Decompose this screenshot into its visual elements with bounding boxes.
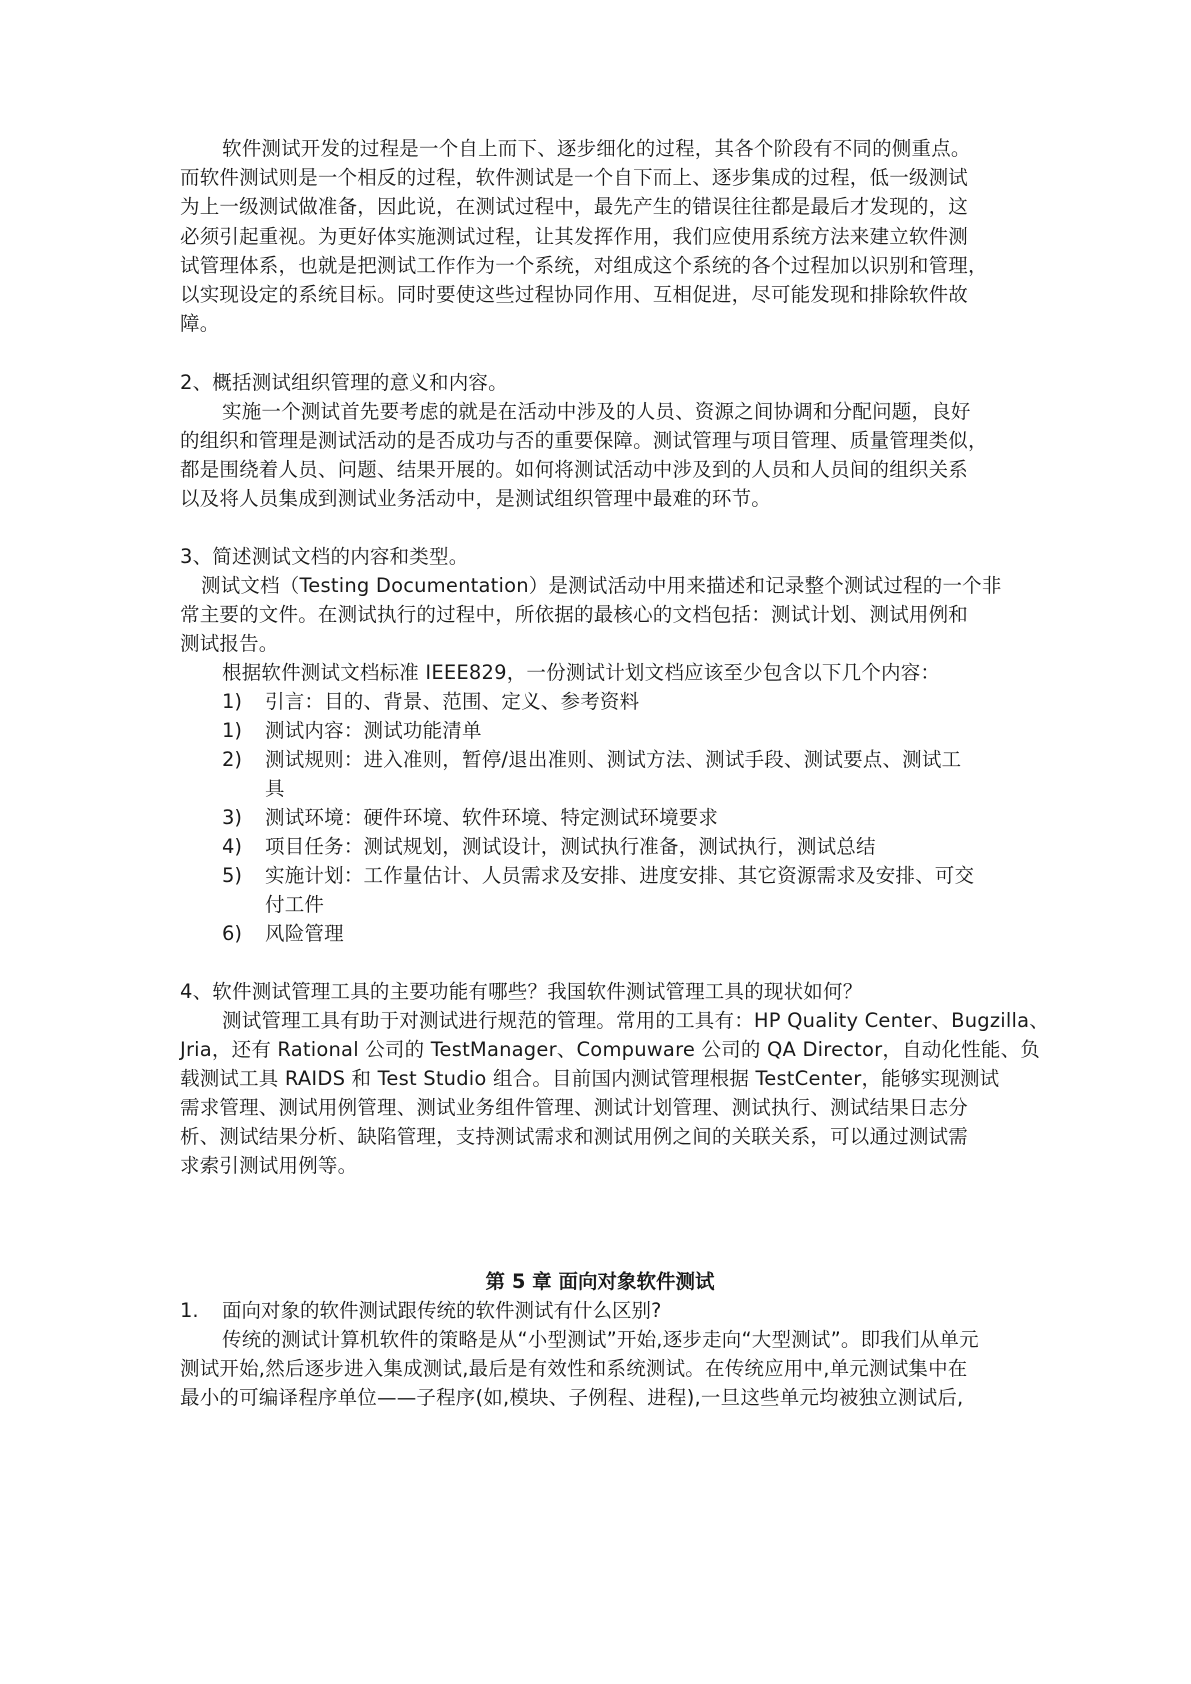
paragraph-line: Jria，还有 Rational 公司的 TestManager、Compuware 公司的 QA Director，自动化性能、负 (180, 1038, 1040, 1061)
list-item-number: 1) (222, 719, 243, 742)
paragraph-line: 以及将人员集成到测试业务活动中，是测试组织管理中最难的环节。 (180, 487, 772, 510)
paragraph-line: 常主要的文件。在测试执行的过程中，所依据的最核心的文档包括：测试计划、测试用例和 (180, 603, 969, 626)
list-item: 测试规则：进入准则，暂停/退出准则、测试方法、测试手段、测试要点、测试工 (265, 748, 962, 771)
list-item-continuation: 付工件 (265, 893, 325, 916)
paragraph-line: 根据软件测试文档标准 IEEE829，一份测试计划文档应该至少包含以下几个内容： (222, 661, 941, 684)
paragraph-line: 测试管理工具有助于对测试进行规范的管理。常用的工具有：HP Quality Center、Bugzilla、 (222, 1009, 1049, 1032)
paragraph-line: 析、测试结果分析、缺陷管理，支持测试需求和测试用例之间的关联关系，可以通过测试需 (180, 1125, 969, 1148)
paragraph-line: 以实现设定的系统目标。同时要使这些过程协同作用、互相促进，尽可能发现和排除软件故 (180, 283, 969, 306)
paragraph-line: 实施一个测试首先要考虑的就是在活动中涉及的人员、资源之间协调和分配问题，良好 (222, 400, 971, 423)
chapter-title: 第 5 章 面向对象软件测试 (485, 1270, 715, 1293)
paragraph-line: 软件测试开发的过程是一个自上而下、逐步细化的过程，其各个阶段有不同的侧重点。 (222, 137, 971, 160)
document-page (180, 0, 1049, 1684)
question-number: 1. (180, 1299, 199, 1322)
list-item: 引言：目的、背景、范围、定义、参考资料 (265, 690, 640, 713)
paragraph-line: 需求管理、测试用例管理、测试业务组件管理、测试计划管理、测试执行、测试结果日志分 (180, 1096, 969, 1119)
paragraph-line: 测试开始,然后逐步进入集成测试,最后是有效性和系统测试。在传统应用中,单元测试集中在 (180, 1357, 968, 1380)
paragraph-line: 必须引起重视。为更好体实施测试过程，让其发挥作用，我们应使用系统方法来建立软件测 (180, 225, 969, 248)
paragraph-line: 最小的可编译程序单位——子程序(如,模块、子例程、进程),一旦这些单元均被独立测试后, (180, 1386, 964, 1409)
list-item: 测试环境：硬件环境、软件环境、特定测试环境要求 (265, 806, 719, 829)
list-item-number: 3) (222, 806, 243, 829)
paragraph-line: 测试报告。 (180, 632, 279, 655)
paragraph-line: 障。 (180, 312, 220, 335)
paragraph-line: 测试文档（Testing Documentation）是测试活动中用来描述和记录整个测试过程的一个非 (201, 574, 1002, 597)
paragraph-line: 的组织和管理是测试活动的是否成功与否的重要保障。测试管理与项目管理、质量管理类似， (180, 429, 988, 452)
list-item-number: 6) (222, 922, 243, 945)
list-item-continuation: 具 (265, 777, 285, 800)
question-heading: 3、简述测试文档的内容和类型。 (180, 545, 469, 568)
list-item: 项目任务：测试规划，测试设计，测试执行准备，测试执行，测试总结 (265, 835, 876, 858)
list-item-number: 5) (222, 864, 243, 887)
paragraph-line: 为上一级测试做准备，因此说，在测试过程中，最先产生的错误往往都是最后才发现的，这 (180, 195, 969, 218)
list-item: 实施计划：工作量估计、人员需求及安排、进度安排、其它资源需求及安排、可交 (265, 864, 975, 887)
list-item-number: 4) (222, 835, 243, 858)
paragraph-line: 求索引测试用例等。 (180, 1154, 358, 1177)
paragraph-line: 都是围绕着人员、问题、结果开展的。如何将测试活动中涉及到的人员和人员间的组织关系 (180, 458, 969, 481)
question-heading: 4、软件测试管理工具的主要功能有哪些？我国软件测试管理工具的现状如何？ (180, 980, 863, 1003)
list-item: 测试内容：测试功能清单 (265, 719, 482, 742)
list-item-number: 1) (222, 690, 243, 713)
paragraph-line: 传统的测试计算机软件的策略是从“小型测试”开始,逐步走向“大型测试”。即我们从单元 (222, 1328, 979, 1351)
list-item-number: 2) (222, 748, 243, 771)
question-heading: 面向对象的软件测试跟传统的软件测试有什么区别? (222, 1299, 662, 1322)
list-item: 风险管理 (265, 922, 344, 945)
question-heading: 2、概括测试组织管理的意义和内容。 (180, 371, 508, 394)
paragraph-line: 而软件测试则是一个相反的过程，软件测试是一个自下而上、逐步集成的过程，低一级测试 (180, 166, 969, 189)
paragraph-line: 载测试工具 RAIDS 和 Test Studio 组合。目前国内测试管理根据 TestCenter，能够实现测试 (180, 1067, 1000, 1090)
paragraph-line: 试管理体系，也就是把测试工作作为一个系统，对组成这个系统的各个过程加以识别和管理， (180, 254, 988, 277)
